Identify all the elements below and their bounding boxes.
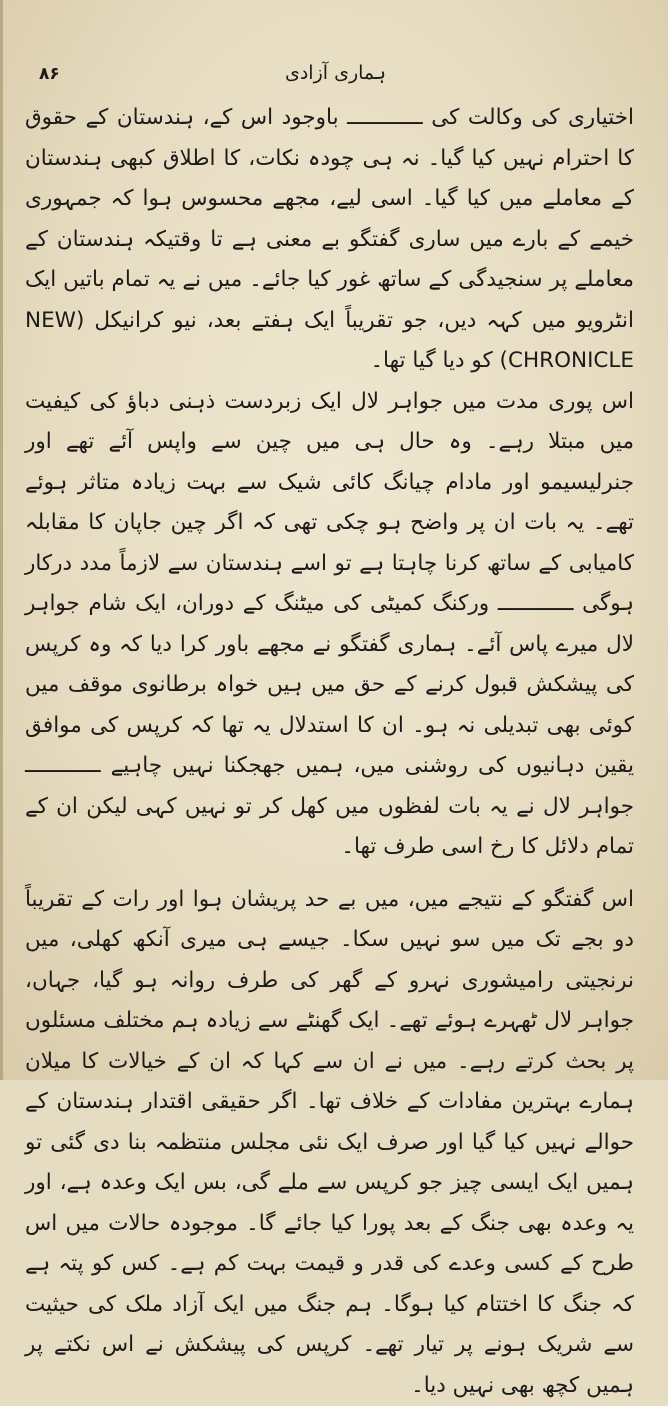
paragraph-3: اس گفتگو کے نتیجے میں، میں بے حد پریشان ہوا اور رات کے تقریباً دو بجے تک میں سو نہیں سکا۔ جیسے ہی میری آنکھ کھلی، میں نرنجیتی رامیشوری نہرو کے گھر کی طرف روانہ ہو گیا، جہاں، جواہر لال ٹھہرے ہوئے تھے۔ ایک گھنٹے سے زیادہ ہم مختلف مسئلوں پر بحث کرتے رہے۔ میں نے ان سے کہا کہ ان کے خیالات کا میلان ہمارے بہترین مفادات کے خلاف تھا۔ اگر حقیقی اقتدار ہندستان کے حوالے نہیں کیا گیا اور صرف ایک نئی مجلس منتظمہ بنا دی گئی تو ہمیں ایک ایسی چیز جو کرپس سے ملے گی، بس ایک وعدہ ہے، اور یہ وعدہ بھی جنگ کے بعد پورا کیا جائے گا۔ موجودہ حالات میں اس طرح کے کسی وعدے کی قدر و قیمت بہت کم ہے۔ کس کو پتہ ہے کہ جنگ کا اختتام کیا ہوگا۔ ہم جنگ میں ایک آزاد ملک کی حیثیت سے شریک ہونے پر تیار تھے۔ کرپس کی پیشکش نے اس نکتے پر ہمیں کچھ بھی نہیں دیا۔ <box>25 880 634 1406</box>
page-number: ۸۶ <box>39 64 60 84</box>
paragraph-1: اختیاری کی وکالت کی ــــــــــــ باوجود اس کے، ہندستان کے حقوق کا احترام نہیں کیا گیا۔ نہ ہی چودہ نکات، کا اطلاق کبھی ہندستان کے معاملے میں کیا گیا۔ اسی لیے، مجھے محسوس ہوا کہ جمہوری خیمے کے بارے میں ساری گفتگو بے معنی ہے تا وقتیکہ ہندستان کے معاملے پر سنجیدگی کے ساتھ غور کیا جائے۔ میں نے یہ تمام باتیں ایک انٹرویو میں کہہ دیں، جو تقریباً ایک ہفتے بعد، نیو کرانیکل (NEW CHRONICLE) کو دیا گیا تھا۔ <box>25 98 634 382</box>
page-header <box>33 58 638 92</box>
body-text <box>25 98 634 1406</box>
running-title: ہماری آزادی <box>33 62 638 84</box>
paragraph-2: اس پوری مدت میں جواہر لال ایک زبردست ذہنی دباؤ کی کیفیت میں مبتلا رہے۔ وہ حال ہی میں چین سے واپس آئے تھے اور جنرلیسیمو اور مادام چیانگ کائی شیک سے بہت زیادہ متاثر ہوئے تھے۔ یہ بات ان پر واضح ہو چکی تھی کہ اگر چین جاپان کا مقابلہ کامیابی کے ساتھ کرنا چاہتا ہے تو اسے ہندستان سے لازماً مدد درکار ہوگی ــــــــــــ ورکنگ کمیٹی کی میٹنگ کے دوران، ایک شام جواہر لال میرے پاس آئے۔ ہماری گفتگو نے مجھے باور کرا دیا کہ وہ کرپس کی پیشکش قبول کرنے کے حق میں ہیں خواہ برطانوی موقف میں کوئی بھی تبدیلی نہ ہو۔ ان کا استدلال یہ تھا کہ کرپس کی موافق یقین دہانیوں کی روشنی میں، ہمیں جھجکنا نہیں چاہیے ــــــــــــ جواہر لال نے یہ بات لفظوں میں کھل کر تو نہیں کہی لیکن ان کے تمام دلائل کا رخ اسی طرف تھا۔ <box>25 382 634 868</box>
